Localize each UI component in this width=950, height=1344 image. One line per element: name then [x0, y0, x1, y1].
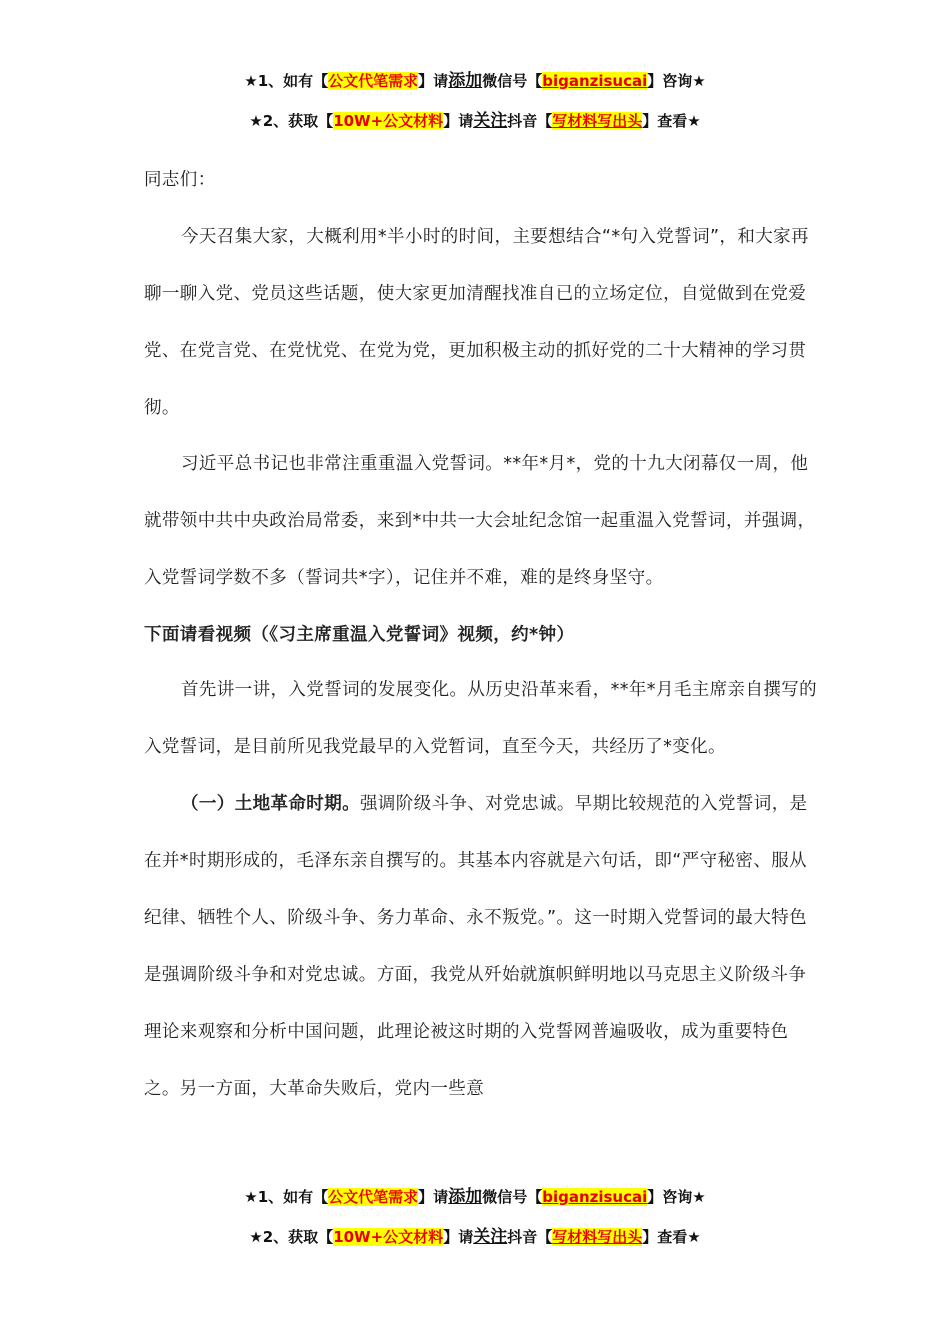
greeting: 同志们： [144, 170, 216, 190]
wechat-id-link[interactable]: biganzisucai [542, 1188, 648, 1206]
materials-highlight: 10W+公文材料 [333, 112, 444, 130]
paragraph-intro: 今天召集大家，大概利用*半小时的时间，主要想结合“*句入党誓词”，和大家再聊一聊入党、党员这些话题，使大家更加清醒找准自已的立场定位，自觉做到在党爱党、在党言党、在党忧党、在党为党，更加积极主动的抓好党的二十大精神的学习贯彻。 [144, 227, 809, 418]
paragraph-oath-evolution: 首先讲一讲，入党誓词的发展变化。从历史沿革来看，**年*月毛主席亲自撰写的入党誓词，是目前所见我党最早的入党暂词，直至今天，共经历了*变化。 [144, 680, 818, 757]
paragraph-xi-oath: 习近平总书记也非常注重重温入党誓词。**年*月*，党的十九大闭幕仅一周，他就带领中共中央政治局常委，来到*中共一大会址纪念馆一起重温入党誓词，并强调，入党誓词学数不多（誓词共*字），记住并不难，难的是终身坚守。 [144, 454, 816, 588]
header-banner-line-1: ★1、如有【公文代笔需求】请添加微信号【biganzisucai】咨询★ [244, 71, 706, 91]
video-note: 下面请看视频（《习主席重温入党誓词》视频，约*钟） [144, 625, 575, 645]
douyin-account-link[interactable]: 写材料写出头 [552, 112, 643, 130]
paragraph-land-revolution: （一）土地革命时期。强调阶级斗争、对党忠诚。早期比较规范的入党誓词，是在并*时期形成的，毛泽东亲自撰写的。其基本内容就是六句话，即“严守秘密、服从纪律、牺牲个人、阶级斗争、务力革命、永不叛党。”。这一时期入党誓词的最大特色是强调阶级斗争和对党忠诚。方面，我党从歼始就旗帜鲜明地以马克思主义阶级斗争理论来观察和分析中国问题，此理论被这时期的入党誓网普遍吸收，成为重要特色之。另一方面，大革命失败后，党内一些意 [144, 794, 808, 1099]
section-heading: （一）土地革命时期。 [181, 794, 360, 814]
ghostwriting-highlight: 公文代笔需求 [328, 1188, 419, 1206]
footer-banner-line-1: ★1、如有【公文代笔需求】请添加微信号【biganzisucai】咨询★ [244, 1187, 706, 1207]
ghostwriting-highlight: 公文代笔需求 [328, 72, 419, 90]
footer-banner-line-2: ★2、获取【10W+公文材料】请关注抖音【写材料写出头】查看★ [249, 1227, 701, 1247]
materials-highlight: 10W+公文材料 [333, 1228, 444, 1246]
header-banner-line-2: ★2、获取【10W+公文材料】请关注抖音【写材料写出头】查看★ [249, 111, 701, 131]
wechat-id-link[interactable]: biganzisucai [542, 72, 648, 90]
douyin-account-link[interactable]: 写材料写出头 [552, 1228, 643, 1246]
